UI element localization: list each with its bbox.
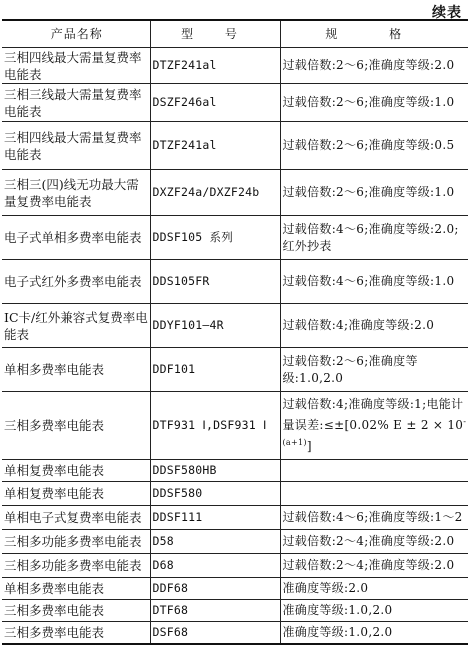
spec-tail: ]: [306, 439, 312, 453]
model-cell: DDSF111: [150, 506, 280, 530]
table-row: [2, 48, 468, 84]
model-cell: DTF68: [150, 600, 280, 622]
continued-label: 续表: [432, 5, 462, 21]
table-row: [2, 170, 468, 216]
model-cell: DSF68: [150, 622, 280, 644]
table-row: [2, 304, 468, 348]
spec-cell: 过载倍数:4～6;准确度等级:1～2: [280, 506, 468, 530]
product-name-cell: 单相多费率电能表: [2, 578, 150, 600]
table-row: [2, 392, 468, 460]
table-row: [2, 122, 468, 170]
spec-cell: 过载倍数:2～6;准确度等级:1.0,2.0: [280, 348, 468, 392]
model-cell: DXZF24a/DXZF24b: [150, 170, 280, 216]
table-row: [2, 482, 468, 506]
spec-cell: 过载倍数:2～6;准确度等级:1.0: [280, 84, 468, 122]
product-name-cell: 单相复费率电能表: [2, 460, 150, 482]
spec-cell: [280, 482, 468, 506]
header-model: 型 号: [150, 20, 280, 48]
table-row: [2, 460, 468, 482]
table-row: [2, 530, 468, 554]
table-row: [2, 216, 468, 260]
spec-cell: 过载倍数:4～6;准确度等级:2.0;红外抄表: [280, 216, 468, 260]
model-cell: DDF68: [150, 578, 280, 600]
table-row: [2, 84, 468, 122]
spec-cell: 过载倍数:4;准确度等级:2.0: [280, 304, 468, 348]
spec-cell: 过载倍数:2～6;准确度等级:2.0: [280, 48, 468, 84]
header-spec: 规 格: [280, 20, 468, 48]
table-row: [2, 600, 468, 622]
spec-cell: 准确度等级:1.0,2.0: [280, 622, 468, 644]
model-cell: DDF101: [150, 348, 280, 392]
model-cell: DDSF105 系列: [150, 216, 280, 260]
product-name-cell: 三相多费率电能表: [2, 622, 150, 644]
product-name-cell: 单相多费率电能表: [2, 348, 150, 392]
spec-cell: 过载倍数:2～4;准确度等级:2.0: [280, 530, 468, 554]
product-name-cell: 三相多功能多费率电能表: [2, 554, 150, 578]
model-cell: D68: [150, 554, 280, 578]
model-cell: DTZF241al: [150, 48, 280, 84]
model-cell: DDS105FR: [150, 260, 280, 304]
table-row: [2, 260, 468, 304]
spec-cell: 过载倍数:4～6;准确度等级:1.0: [280, 260, 468, 304]
spec-cell: [280, 392, 468, 460]
spec-cell: 准确度等级:2.0: [280, 578, 468, 600]
table-row: [2, 506, 468, 530]
table-row: [2, 554, 468, 578]
model-cell: DDSF580HB: [150, 460, 280, 482]
model-cell: DTZF241al: [150, 122, 280, 170]
model-cell: D58: [150, 530, 280, 554]
table-header-row: [2, 20, 468, 48]
product-name-cell: 电子式红外多费率电能表: [2, 260, 150, 304]
spec-cell: 过载倍数:2～4;准确度等级:2.0: [280, 554, 468, 578]
spec-exponent: -(a+1): [282, 417, 467, 447]
model-cell: DTF931 Ⅰ,DSF931 Ⅰ: [150, 392, 280, 460]
spec-cell: 过载倍数:2～6;准确度等级:0.5: [280, 122, 468, 170]
model-cell: DSZF246al: [150, 84, 280, 122]
product-name-cell: IC卡/红外兼容式复费率电能表: [2, 304, 150, 348]
spec-text: 过载倍数:4;准确度等级:1;电能计量误差:≤±[0.02% E ± 2 × 10: [282, 397, 464, 432]
product-name-cell: 三相三(四)线无功最大需量复费率电能表: [2, 170, 150, 216]
table-row: [2, 348, 468, 392]
spec-cell: 准确度等级:1.0,2.0: [280, 600, 468, 622]
header-product-name: 产品名称: [2, 20, 150, 48]
product-name-cell: 三相多费率电能表: [2, 392, 150, 460]
model-cell: DDSF580: [150, 482, 280, 506]
product-name-cell: 单相电子式复费率电能表: [2, 506, 150, 530]
product-spec-table: [2, 19, 468, 645]
table-row: [2, 622, 468, 644]
spec-cell: 过载倍数:2～6;准确度等级:1.0: [280, 170, 468, 216]
product-name-cell: 三相三线最大需量复费率电能表: [2, 84, 150, 122]
table-row: [2, 578, 468, 600]
product-name-cell: 三相四线最大需量复费率电能表: [2, 48, 150, 84]
product-name-cell: 单相复费率电能表: [2, 482, 150, 506]
model-cell: DDYF101—4R: [150, 304, 280, 348]
product-name-cell: 三相四线最大需量复费率电能表: [2, 122, 150, 170]
spec-cell: [280, 460, 468, 482]
product-name-cell: 三相多功能多费率电能表: [2, 530, 150, 554]
product-name-cell: 电子式单相多费率电能表: [2, 216, 150, 260]
product-name-cell: 三相多费率电能表: [2, 600, 150, 622]
